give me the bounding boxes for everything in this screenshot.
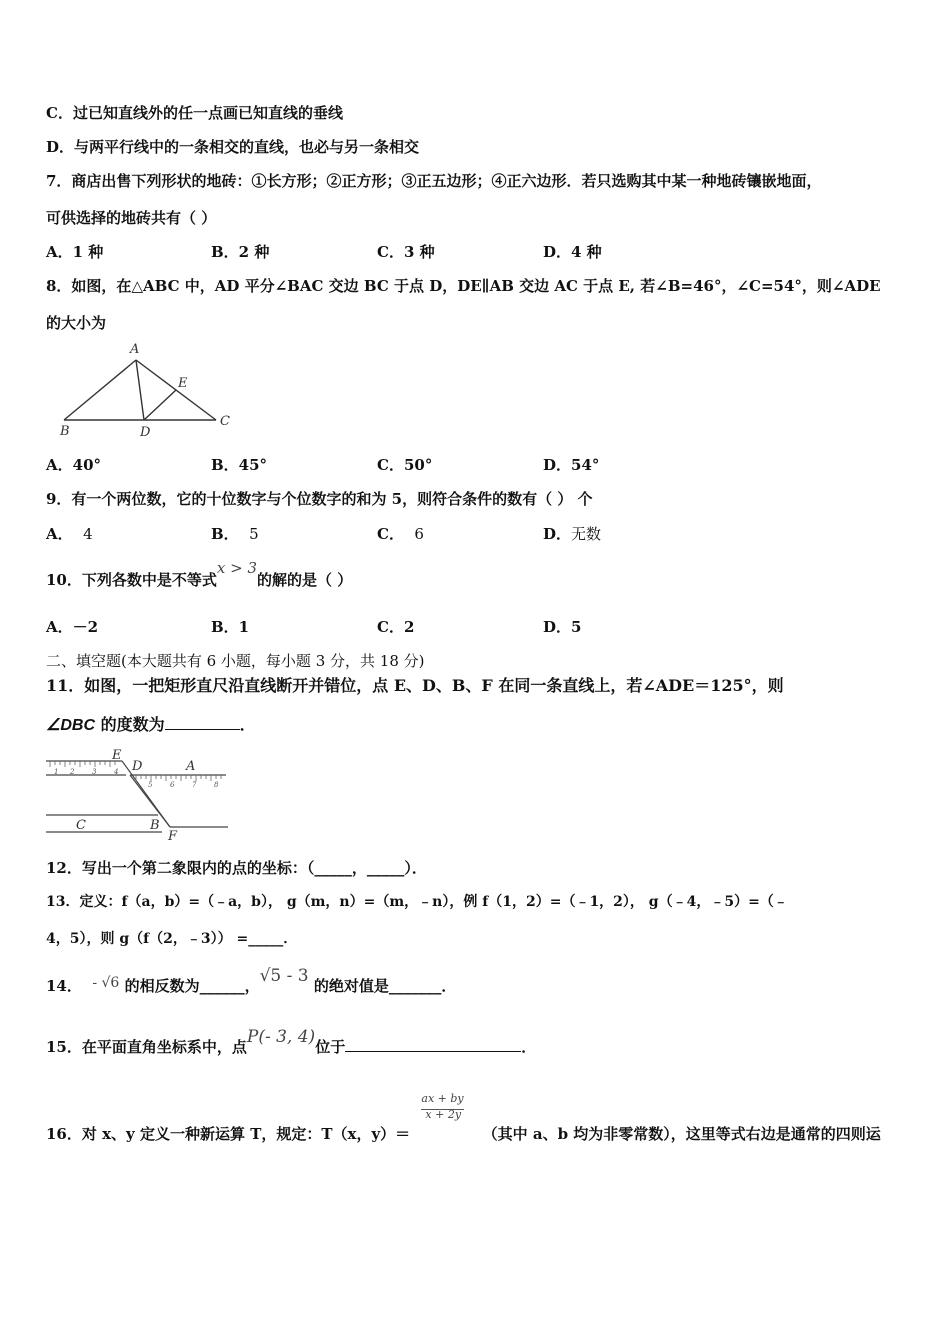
q16-numerator: ax + by — [421, 1089, 463, 1110]
ruler-mark-8: 8 — [214, 781, 219, 789]
label-a: A — [130, 342, 140, 357]
q9-option-d: D．无数 — [543, 525, 602, 543]
section2-title: 二、填空题(本大题共有 6 小题，每小题 3 分，共 18 分) — [46, 652, 425, 670]
q15-stem: 15．在平面直角坐标系中，点P(- 3, 4)位于 ． — [46, 1027, 537, 1056]
q9-stem: 9．有一个两位数，它的十位数字与个位数字的和为 5，则符合条件的数有（ ） 个 — [46, 490, 593, 508]
q13-stem-line1: 13．定义：f（a，b）=（﹣a，b）， g（m，n）=（m，﹣n），例 f（1，2）=（﹣1，2）， g（﹣4，﹣5）=（﹣ — [46, 894, 788, 910]
q14-expr-neg-sqrt6: - √6 — [92, 975, 120, 991]
q8-stem-line1: 8．如图，在△ABC 中，AD 平分∠BAC 交边 BC 于点 D，DE∥AB 交边 AC 于点 E, 若∠B=46°，∠C=54°，则∠ADE — [46, 277, 881, 295]
q7-option-c: C．3 种 — [377, 243, 435, 261]
q11-answer-blank — [165, 713, 240, 730]
segment-ab — [64, 360, 136, 420]
ruler-mark-7: 7 — [192, 781, 197, 789]
q6-option-d: D．与两平行线中的一条相交的直线，也必与另一条相交 — [46, 138, 420, 156]
q14-stem: 14． - √6 的相反数为______，√5 - 3 的绝对值是_______． — [46, 966, 457, 995]
q9-option-a: A． 4 — [46, 525, 93, 543]
q10-inequality: x > 3 — [216, 559, 257, 577]
ruler-mark-4: 4 — [114, 768, 119, 776]
q7-option-a: A．1 种 — [46, 243, 104, 261]
label-b: B — [60, 424, 70, 439]
q10-option-d: D．5 — [543, 618, 582, 636]
q16-stem: 16．对 x、y 定义一种新运算 T，规定：T（x，y）＝ $\frac{ax + by}{x + 2y}$ （其中 a、b 均为非零常数），这里等式右边是通常的四则运 — [46, 1119, 881, 1144]
segment-de — [144, 390, 176, 420]
q10-option-a: A．－2 — [46, 618, 99, 636]
q7-option-b: B．2 种 — [211, 243, 270, 261]
q11-ruler-figure — [46, 745, 236, 845]
q12-stem: 12．写出一个第二象限内的点的坐标：（_____，_____）． — [46, 859, 427, 877]
q8-option-a: A．40° — [46, 456, 102, 474]
ruler-mark-6: 6 — [170, 781, 175, 789]
q14-expr-sqrt5-minus-3: √5 - 3 — [259, 966, 309, 986]
q7-stem-line1: 7．商店出售下列形状的地砖：①长方形；②正方形；③正五边形；④正六边形．若只选购其中某一种地砖镶嵌地面， — [46, 172, 822, 190]
ruler-mark-2: 2 — [70, 768, 75, 776]
label-c: C — [220, 414, 230, 429]
label-f: F — [168, 829, 178, 844]
q10-option-b: B．1 — [211, 618, 250, 636]
label-d: D — [132, 759, 143, 774]
q8-option-c: C．50° — [377, 456, 433, 474]
label-e: E — [178, 376, 188, 391]
q15-answer-blank — [345, 1035, 521, 1052]
q10-stem: 10．下列各数中是不等式x > 3的解的是（ ） — [46, 559, 353, 589]
q9-option-b: B． 5 — [211, 525, 259, 543]
label-a: A — [186, 759, 196, 774]
ruler-mark-3: 3 — [92, 768, 97, 776]
q13-stem-line2: 4，5），则 g（f（2，﹣3）） =_____． — [46, 931, 298, 947]
label-c: C — [76, 818, 86, 833]
q15-point: P(- 3, 4) — [246, 1027, 316, 1047]
q8-option-d: D．54° — [543, 456, 600, 474]
q7-stem-line2: 可供选择的地砖共有（ ） — [46, 209, 217, 227]
q11-stem-line1: 11．如图，一把矩形直尺沿直线断开并错位，点 E、D、B、F 在同一条直线上，若∠ADE＝125°，则 — [46, 676, 784, 695]
q10-option-c: C．2 — [377, 618, 415, 636]
ruler-mark-5: 5 — [148, 781, 153, 789]
q16-denominator: x + 2y — [425, 1108, 462, 1121]
ruler-mark-1: 1 — [54, 768, 59, 776]
label-e: E — [112, 748, 122, 763]
q8-stem-line2: 的大小为 — [46, 314, 107, 332]
segment-ad — [136, 360, 144, 420]
q9-option-c: C． 6 — [377, 525, 424, 543]
label-b: B — [150, 818, 160, 833]
q7-option-d: D．4 种 — [543, 243, 602, 261]
q8-option-b: B．45° — [211, 456, 268, 474]
label-d: D — [140, 425, 151, 440]
q16-fraction — [415, 1092, 477, 1139]
q6-option-c: C．过已知直线外的任一点画已知直线的垂线 — [46, 104, 343, 122]
q8-triangle-figure — [50, 340, 240, 440]
q11-stem-line2: ∠DBC 的度数为 ． — [46, 715, 256, 734]
